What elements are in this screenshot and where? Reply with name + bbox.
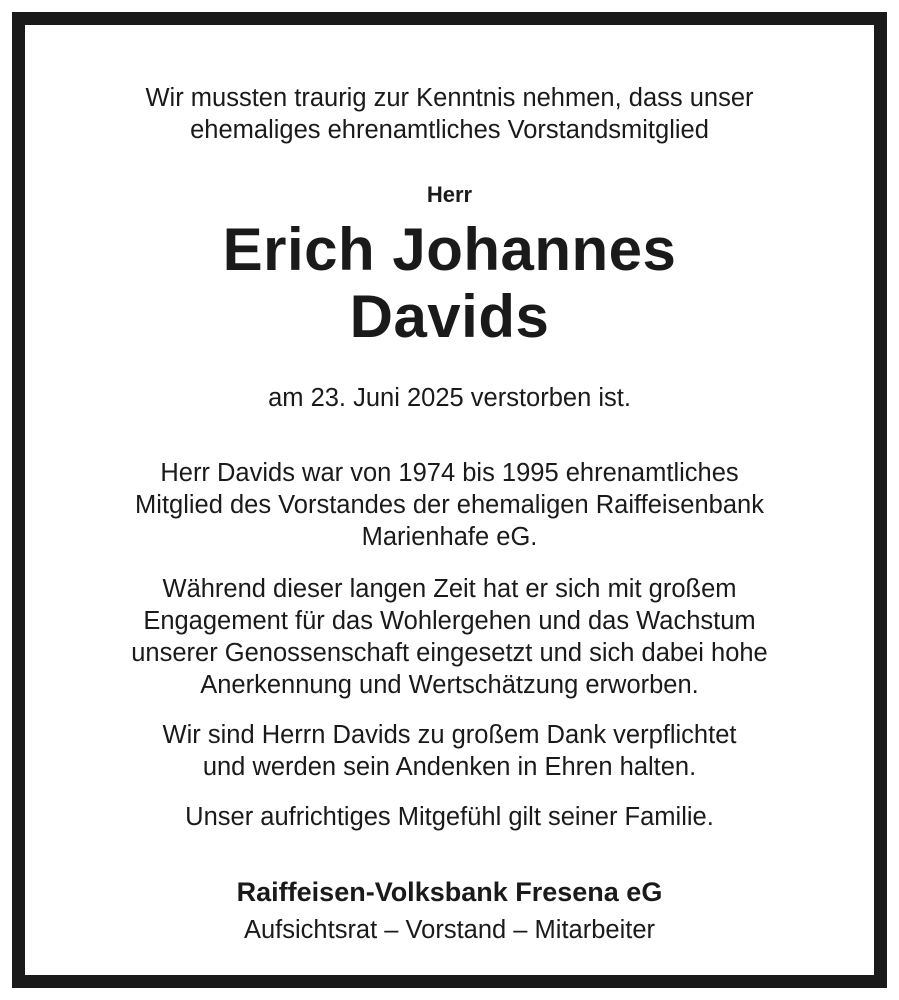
paragraph-line: Unser aufrichtiges Mitgefühl gilt seiner Familie.: [185, 803, 714, 831]
paragraph-line: Wir sind Herrn Davids zu großem Dank verpflichtet: [162, 721, 737, 749]
name-line: Erich Johannes: [222, 216, 677, 283]
intro-line: Wir mussten traurig zur Kenntnis nehmen, dass unser: [145, 84, 754, 112]
paragraph-line: und werden sein Andenken in Ehren halten.: [202, 753, 697, 781]
intro-text: [25, 82, 874, 146]
paragraph-gratitude: [25, 719, 874, 783]
paragraph-line: Marienhafe eG.: [361, 523, 538, 551]
death-line: am 23. Juni 2025 verstorben ist.: [268, 384, 631, 412]
organization-signatories: [25, 914, 874, 946]
paragraph-service: [25, 457, 874, 553]
obituary-frame: [12, 12, 887, 988]
signatories-line: Aufsichtsrat – Vorstand – Mitarbeiter: [243, 916, 656, 944]
paragraph-line: Mitglied des Vorstandes der ehemaligen Raiffeisenbank: [135, 491, 764, 519]
name-line: Davids: [349, 283, 550, 350]
paragraph-line: Engagement für das Wohlergehen und das Wachstum: [143, 607, 756, 635]
paragraph-line: Herr Davids war von 1974 bis 1995 ehrenamtliches: [160, 459, 739, 487]
paragraph-line: unserer Genossenschaft eingesetzt und sich dabei hohe: [131, 639, 768, 667]
death-date-text: [25, 382, 874, 414]
organization-name: Raiffeisen-Volksbank Fresena eG: [236, 877, 663, 907]
salutation: Herr: [426, 182, 473, 207]
intro-line: ehemaliges ehrenamtliches Vorstandsmitglied: [190, 116, 709, 144]
paragraph-line: Anerkennung und Wertschätzung erworben.: [200, 671, 699, 699]
paragraph-engagement: [25, 573, 874, 701]
deceased-name: [25, 216, 874, 350]
paragraph-line: Während dieser langen Zeit hat er sich mit großem: [162, 575, 737, 603]
paragraph-condolence: [25, 801, 874, 833]
